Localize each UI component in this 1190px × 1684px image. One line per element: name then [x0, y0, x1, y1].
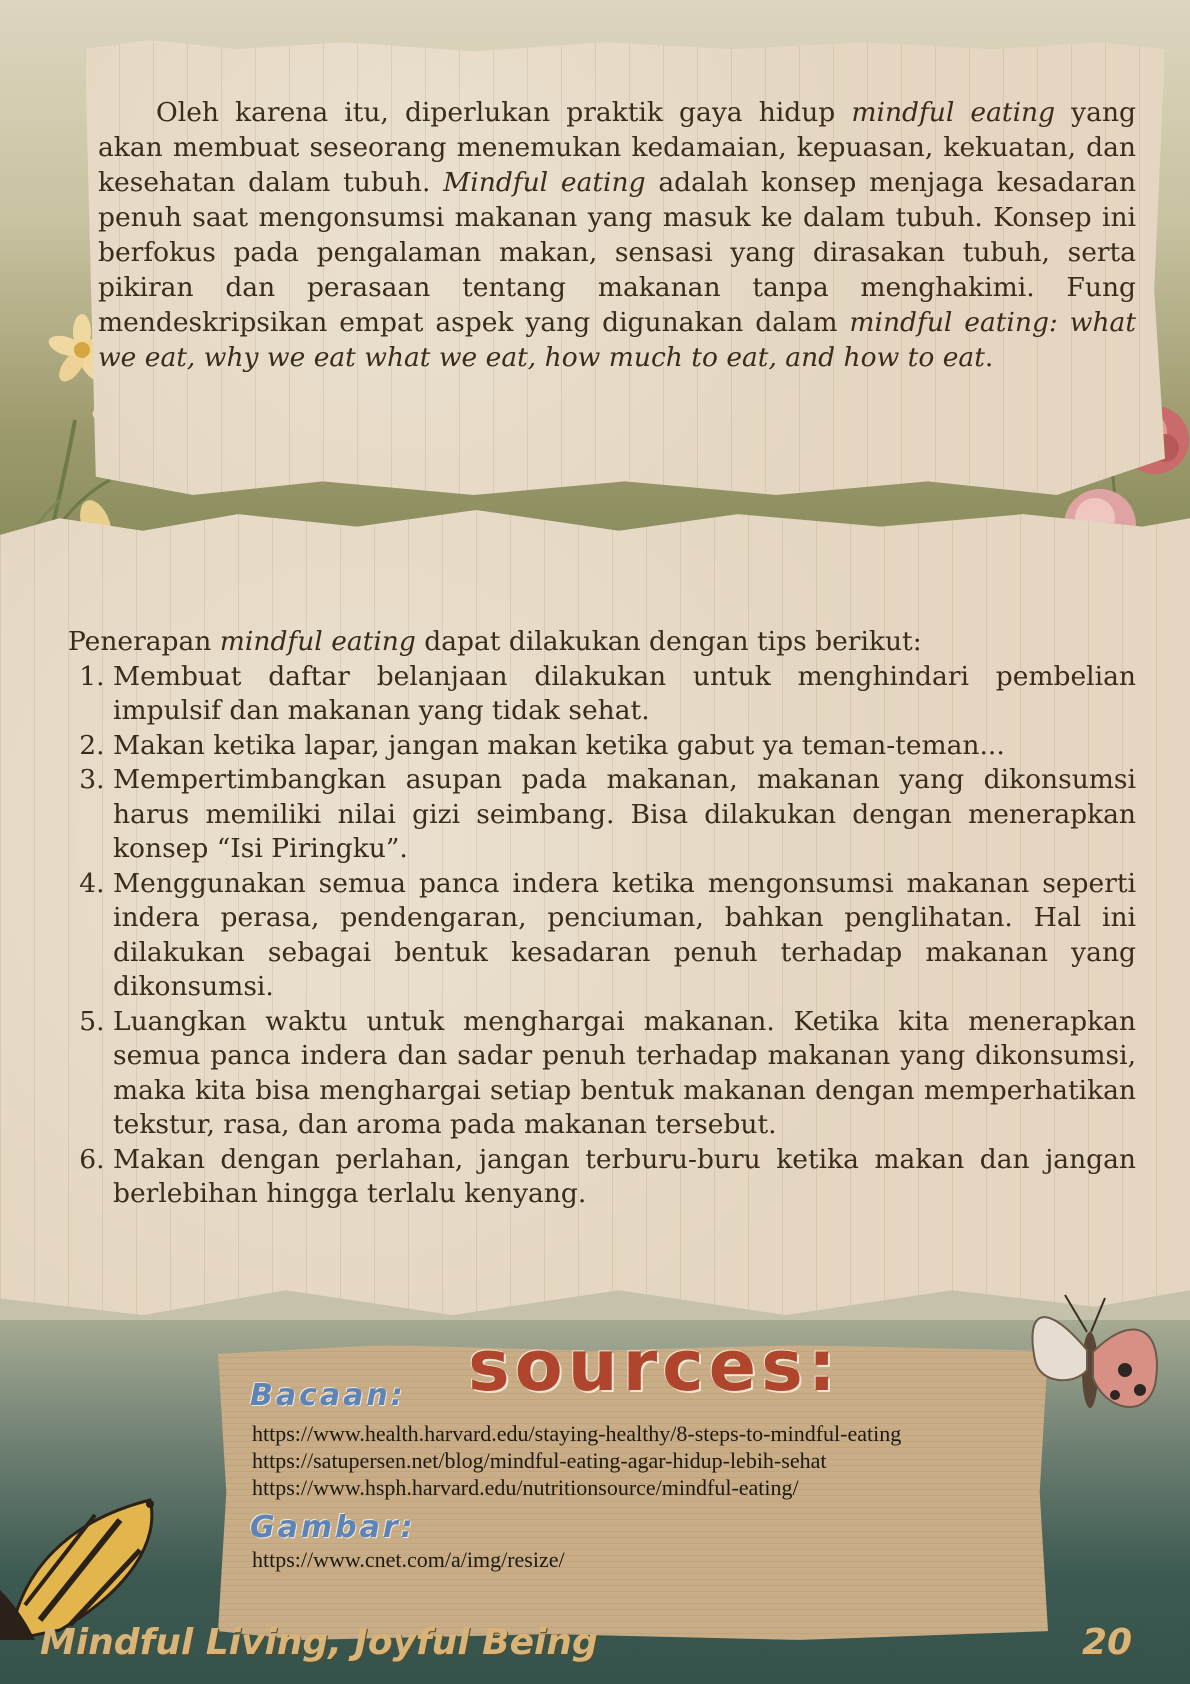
tips-list	[68, 660, 1136, 1212]
bacaan-title: Bacaan:	[250, 1378, 406, 1413]
list-item: 5. Luangkan waktu untuk menghargai makanan. Ketika kita menerapkan semua panca indera dan sadar penuh terhadap makanan yang dikonsumsi, maka kita bisa menghargai setiap bentuk makanan dengan memperhatikan tekstur, rasa, dan aroma pada makanan tersebut.	[113, 1005, 1136, 1143]
source-link[interactable]: https://www.health.harvard.edu/staying-healthy/8-steps-to-mindful-eating	[252, 1421, 902, 1446]
swallowtail-butterfly-icon	[0, 1480, 180, 1640]
list-item: 4. Menggunakan semua panca indera ketika mengonsumsi makanan seperti indera perasa, pendengaran, penciuman, bahkan penglihatan. Hal ini dilakukan sebagai bentuk kesadaran penuh terhadap makanan yang dikonsumsi.	[113, 867, 1136, 1005]
moth-icon	[1005, 1290, 1175, 1450]
list-item: 2. Makan ketika lapar, jangan makan ketika gabut ya teman-teman...	[113, 729, 1136, 764]
bacaan-links	[252, 1420, 901, 1501]
tips-intro: Penerapan mindful eating dapat dilakukan dengan tips berikut:	[68, 626, 922, 657]
sources-title: sources:	[468, 1325, 841, 1407]
source-link[interactable]: https://satupersen.net/blog/mindful-eating-agar-hidup-lebih-sehat	[252, 1448, 827, 1473]
page-number: 20	[1082, 1622, 1133, 1663]
gambar-title: Gambar:	[250, 1510, 416, 1545]
footer-title: Mindful Living, Joyful Being	[40, 1622, 598, 1663]
list-item: 3. Mempertimbangkan asupan pada makanan, makanan yang dikonsumsi harus memiliki nilai gizi seimbang. Bisa dilakukan dengan menerapkan konsep “Isi Piringku”.	[113, 763, 1136, 867]
tips-section	[68, 625, 1136, 1212]
source-link[interactable]: https://www.cnet.com/a/img/resize/	[252, 1547, 565, 1572]
intro-paragraph: Oleh karena itu, diperlukan praktik gaya hidup mindful eating yang akan membuat seseorang menemukan kedamaian, kepuasan, kekuatan, dan kesehatan dalam tubuh. Mindful eating adalah konsep menjaga kesadaran penuh saat mengonsumsi makanan yang masuk ke dalam tubuh. Konsep ini berfokus pada pengalaman makan, sensasi yang dirasakan tubuh, serta pikiran dan perasaan tentang makanan tanpa menghakimi. Fung mendeskripsikan empat aspek yang digunakan dalam mindful eating: what we eat, why we eat what we eat, how much to eat, and how to eat.	[98, 97, 1137, 373]
list-item: 1. Membuat daftar belanjaan dilakukan untuk menghindari pembelian impulsif dan makanan yang tidak sehat.	[113, 660, 1136, 729]
list-item: 6. Makan dengan perlahan, jangan terburu-buru ketika makan dan jangan berlebihan hingga terlalu kenyang.	[113, 1143, 1136, 1212]
source-link[interactable]: https://www.hsph.harvard.edu/nutritionsource/mindful-eating/	[252, 1475, 799, 1500]
gambar-links	[252, 1546, 565, 1573]
